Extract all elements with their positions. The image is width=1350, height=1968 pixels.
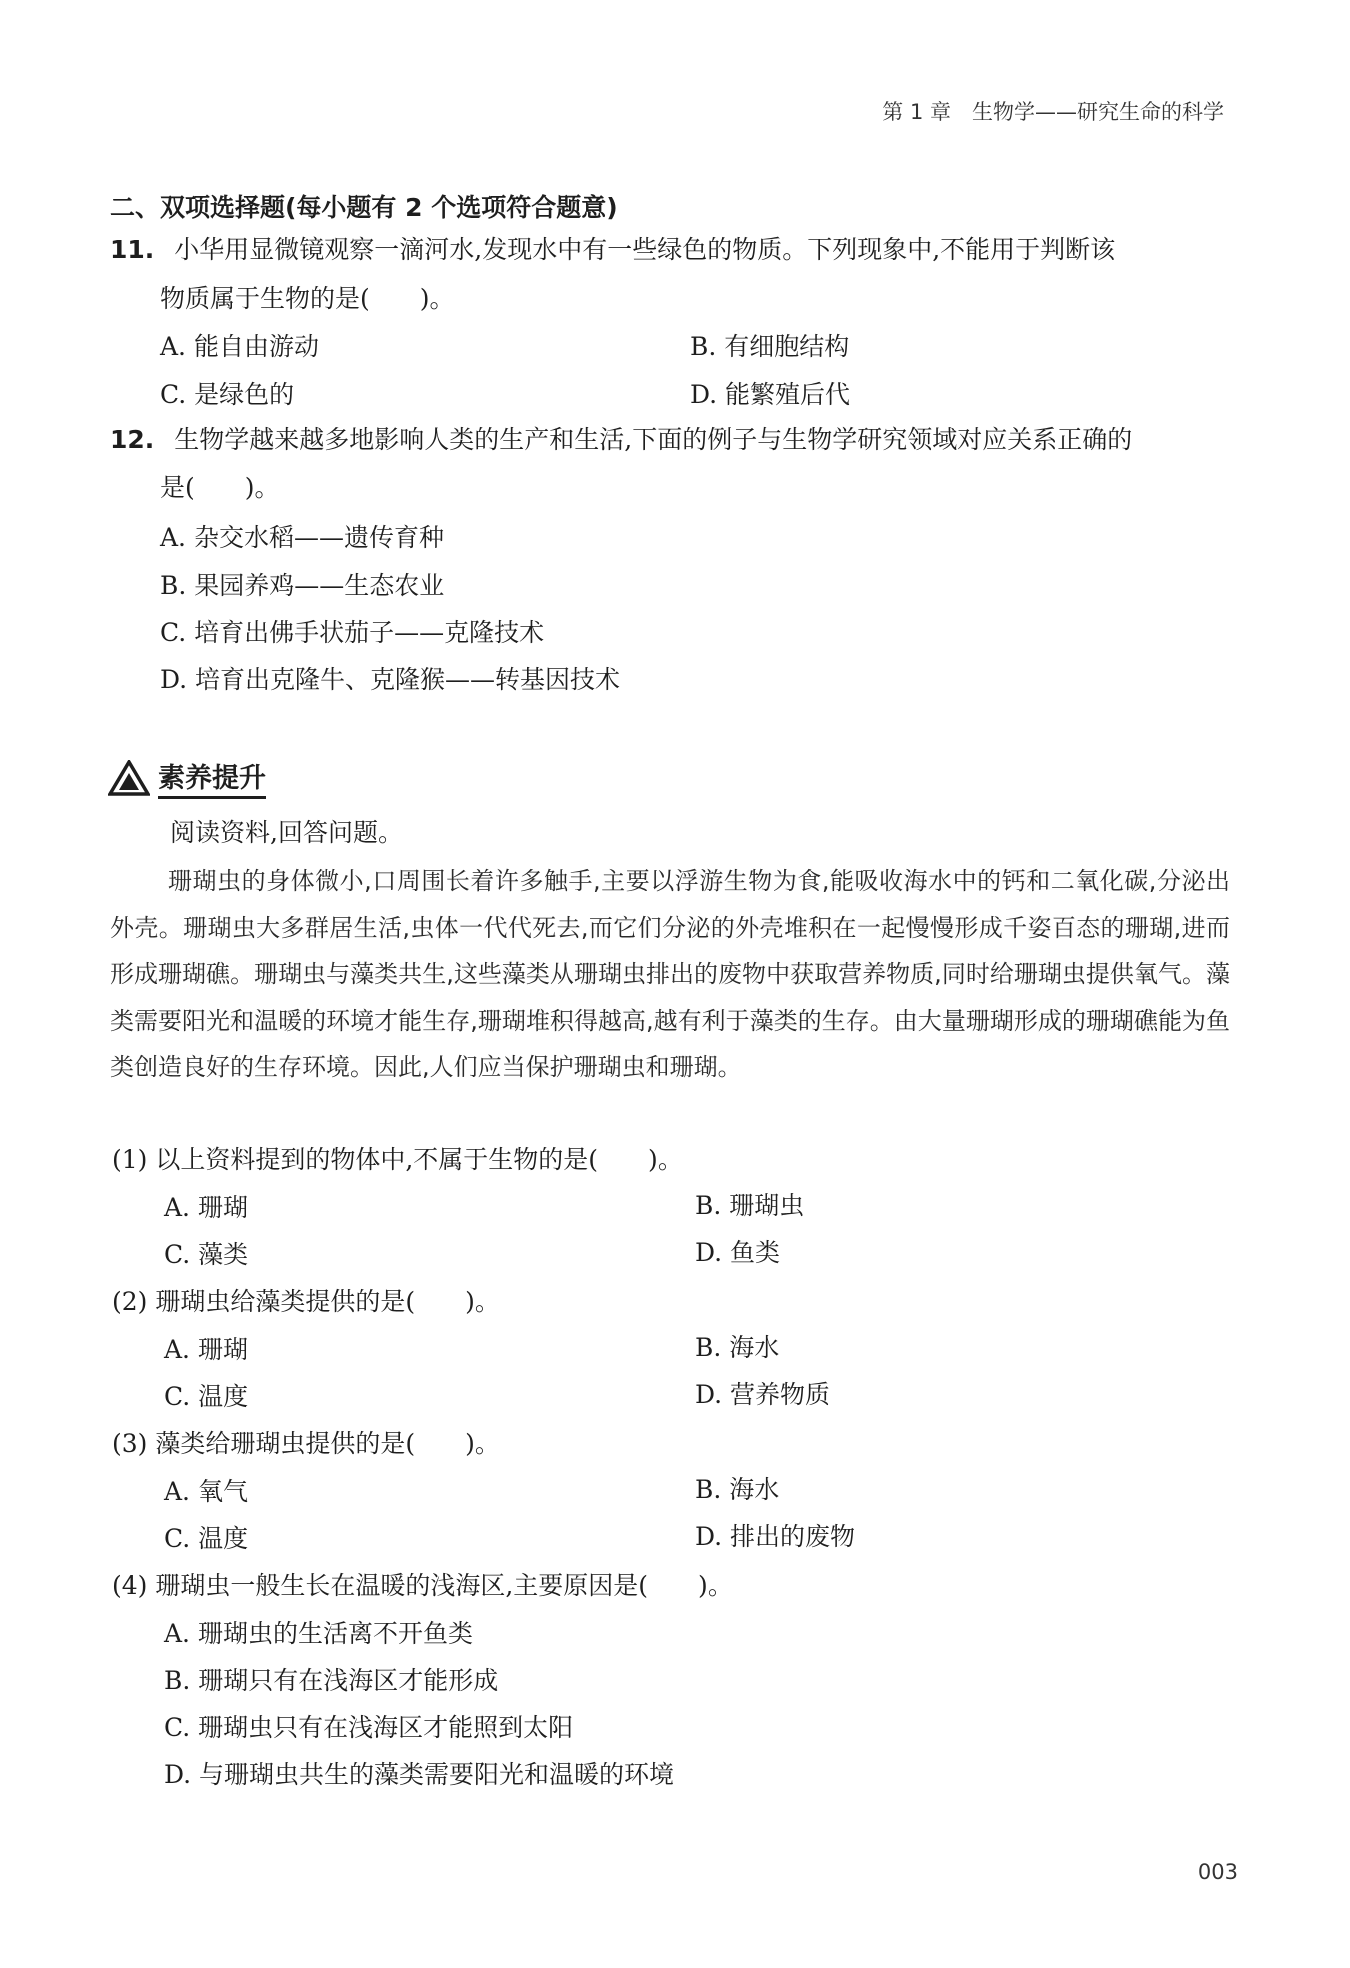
option-b: B. 海水 — [695, 1475, 780, 1504]
section-title: 二、双项选择题(每小题有 2 个选项符合题意) — [110, 193, 618, 222]
question-11 — [110, 226, 1115, 273]
option-a: A. 珊瑚虫的生活离不开鱼类 — [164, 1619, 473, 1648]
option-d: D. 与珊瑚虫共生的藻类需要阳光和温暖的环境 — [164, 1760, 675, 1789]
reading-passage: 珊瑚虫的身体微小,口周围长着许多触手,主要以浮游生物为食,能吸收海水中的钙和二氧化碳,分泌出外壳。珊瑚虫大多群居生活,虫体一代代死去,而它们分泌的外壳堆积在一起慢慢形成千姿百态的珊瑚,进而形成珊瑚礁。珊瑚虫与藻类共生,这些藻类从珊瑚虫排出的废物中获取营养物质,同时给珊瑚虫提供氧气。藻类需要阳光和温暖的环境才能生存,珊瑚堆积得越高,越有利于藻类的生存。由大量珊瑚形成的珊瑚礁能为鱼类创造良好的生存环境。因此,人们应当保护珊瑚虫和珊瑚。 — [110, 867, 1230, 1082]
option-b: B. 珊瑚虫 — [695, 1191, 805, 1220]
question-number: 11. — [110, 235, 155, 264]
question-number: 12. — [110, 425, 155, 454]
subquestion-4: (4) 珊瑚虫一般生长在温暖的浅海区,主要原因是( )。 — [112, 1571, 733, 1600]
option-b: B. 海水 — [695, 1333, 780, 1362]
option-d: D. 排出的废物 — [695, 1522, 856, 1551]
option-d: D. 能繁殖后代 — [690, 380, 851, 409]
option-b: B. 有细胞结构 — [690, 332, 850, 361]
option-c: C. 温度 — [164, 1382, 249, 1411]
reading-instruction: 阅读资料,回答问题。 — [170, 818, 403, 847]
literacy-header — [108, 756, 266, 799]
option-c: C. 是绿色的 — [160, 380, 295, 409]
option-c: C. 藻类 — [164, 1240, 249, 1269]
question-12-line2: 是( )。 — [160, 473, 280, 502]
option-b: B. 珊瑚只有在浅海区才能形成 — [164, 1666, 499, 1695]
question-11-line2: 物质属于生物的是( )。 — [160, 284, 455, 313]
page-number: 003 — [1197, 1860, 1238, 1884]
option-c: C. 珊瑚虫只有在浅海区才能照到太阳 — [164, 1713, 574, 1742]
question-text-line1: 小华用显微镜观察一滴河水,发现水中有一些绿色的物质。下列现象中,不能用于判断该 — [174, 235, 1116, 264]
option-c: C. 温度 — [164, 1524, 249, 1553]
option-d: D. 培育出克隆牛、克隆猴——转基因技术 — [160, 665, 621, 694]
option-a: A. 珊瑚 — [164, 1193, 248, 1222]
option-a: A. 能自由游动 — [160, 332, 319, 361]
subquestion-3: (3) 藻类给珊瑚虫提供的是( )。 — [112, 1429, 500, 1458]
question-12 — [110, 416, 1132, 463]
subquestion-2: (2) 珊瑚虫给藻类提供的是( )。 — [112, 1287, 500, 1316]
literacy-title: 素养提升 — [158, 756, 266, 799]
triangle-icon — [108, 760, 150, 796]
option-a: A. 氧气 — [164, 1477, 248, 1506]
subquestion-1: (1) 以上资料提到的物体中,不属于生物的是( )。 — [112, 1145, 683, 1174]
option-a: A. 珊瑚 — [164, 1335, 248, 1364]
chapter-header: 第 1 章 生物学——研究生命的科学 — [882, 100, 1224, 124]
option-d: D. 鱼类 — [695, 1238, 781, 1267]
option-c: C. 培育出佛手状茄子——克隆技术 — [160, 618, 545, 647]
question-text-line1: 生物学越来越多地影响人类的生产和生活,下面的例子与生物学研究领域对应关系正确的 — [174, 425, 1133, 454]
option-d: D. 营养物质 — [695, 1380, 831, 1409]
option-a: A. 杂交水稻——遗传育种 — [160, 523, 444, 552]
option-b: B. 果园养鸡——生态农业 — [160, 571, 445, 600]
